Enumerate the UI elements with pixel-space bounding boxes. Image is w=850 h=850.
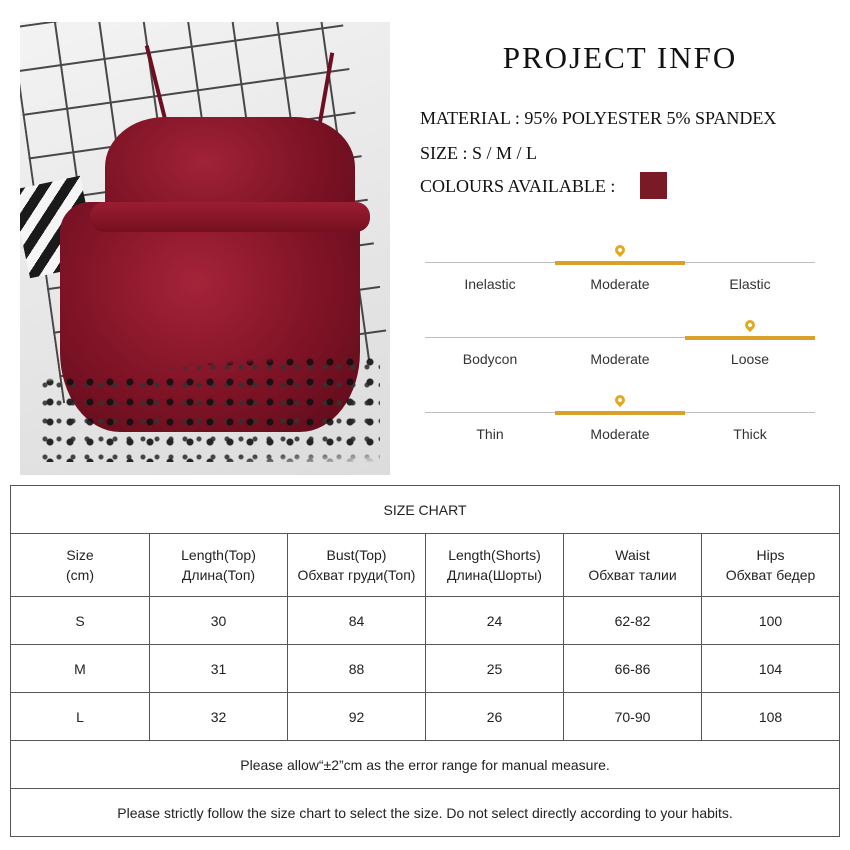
fit-scale bbox=[425, 337, 815, 377]
cell: 25 bbox=[426, 645, 564, 693]
scale-label: Loose bbox=[730, 351, 770, 367]
scale-label: Moderate bbox=[590, 351, 650, 367]
size-chart-header-row bbox=[11, 534, 840, 597]
location-pin-icon bbox=[613, 243, 627, 257]
header-hips: Hips Обхват бедер bbox=[702, 534, 840, 597]
table-row bbox=[11, 645, 840, 693]
cell: M bbox=[11, 645, 150, 693]
scale-highlight bbox=[555, 261, 685, 265]
cell: 70-90 bbox=[564, 693, 702, 741]
cell: 32 bbox=[150, 693, 288, 741]
size-chart-title: SIZE CHART bbox=[11, 486, 840, 534]
shorts-waistband bbox=[90, 202, 370, 232]
cell: S bbox=[11, 597, 150, 645]
elasticity-scale bbox=[425, 262, 815, 302]
header-size: Size (cm) bbox=[11, 534, 150, 597]
material-line: MATERIAL : 95% POLYESTER 5% SPANDEX bbox=[420, 108, 777, 128]
cell: L bbox=[11, 693, 150, 741]
cell: 26 bbox=[426, 693, 564, 741]
location-pin-icon bbox=[743, 318, 757, 332]
scale-label: Thick bbox=[733, 426, 767, 442]
scale-label: Bodycon bbox=[462, 351, 518, 367]
cell: 88 bbox=[288, 645, 426, 693]
project-info-title: PROJECT INFO bbox=[502, 40, 738, 75]
size-chart-table bbox=[10, 485, 840, 837]
cell: 31 bbox=[150, 645, 288, 693]
thickness-scale bbox=[425, 412, 815, 452]
header-length-top: Length(Top) Длина(Топ) bbox=[150, 534, 288, 597]
size-selection-note: Please strictly follow the size chart to select the size. Do not select directly according to your habits. bbox=[11, 789, 840, 837]
lace-trim bbox=[40, 352, 380, 462]
header-bust-top: Bust(Top) Обхват груди(Топ) bbox=[288, 534, 426, 597]
scale-highlight bbox=[685, 336, 815, 340]
header-waist: Waist Обхват талии bbox=[564, 534, 702, 597]
cell: 108 bbox=[702, 693, 840, 741]
table-row bbox=[11, 597, 840, 645]
cell: 62-82 bbox=[564, 597, 702, 645]
cell: 84 bbox=[288, 597, 426, 645]
cell: 24 bbox=[426, 597, 564, 645]
scale-highlight bbox=[555, 411, 685, 415]
product-photo bbox=[20, 22, 390, 475]
scale-label: Thin bbox=[476, 426, 504, 442]
colour-swatch-burgundy[interactable] bbox=[640, 172, 667, 199]
colours-line: COLOURS AVAILABLE : bbox=[420, 176, 616, 196]
cell: 104 bbox=[702, 645, 840, 693]
measurement-error-note: Please allow“±2”cm as the error range for manual measure. bbox=[11, 741, 840, 789]
header-length-shorts: Length(Shorts) Длина(Шорты) bbox=[426, 534, 564, 597]
scale-label: Moderate bbox=[590, 426, 650, 442]
scale-label: Elastic bbox=[729, 276, 771, 292]
location-pin-icon bbox=[613, 393, 627, 407]
size-line: SIZE : S / M / L bbox=[420, 143, 538, 163]
cell: 30 bbox=[150, 597, 288, 645]
table-row bbox=[11, 693, 840, 741]
scale-label: Inelastic bbox=[464, 276, 516, 292]
cell: 92 bbox=[288, 693, 426, 741]
cell: 66-86 bbox=[564, 645, 702, 693]
cell: 100 bbox=[702, 597, 840, 645]
scale-label: Moderate bbox=[590, 276, 650, 292]
